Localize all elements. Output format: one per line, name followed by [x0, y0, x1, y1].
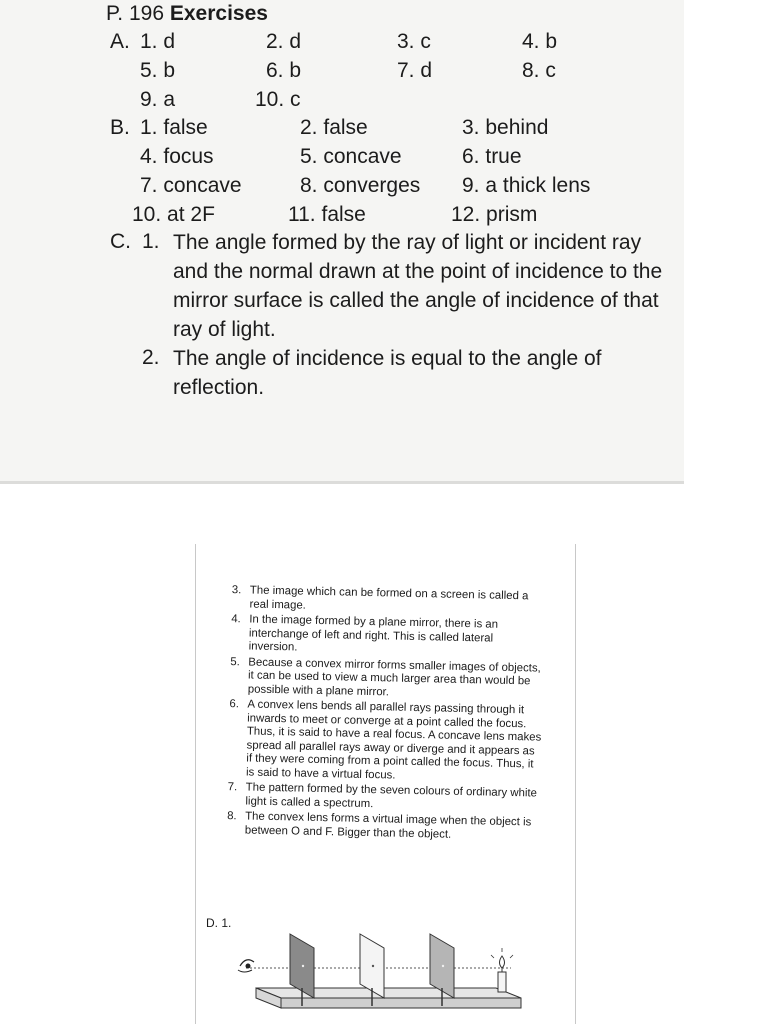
b-item-3: 3. behind — [462, 116, 549, 139]
bottom-answer-page — [195, 544, 576, 1024]
a-item-4: 4. b — [522, 30, 558, 53]
list-item: 3. The image which can be formed on a screen is called a real image. — [231, 584, 529, 612]
optics-bench-diagram — [226, 926, 526, 1024]
c-item-1-text: The angle formed by the ray of light or incident ray and the normal drawn at the point of incidence to the mirror surface is called the angle of incidence of that ray of light. — [173, 231, 663, 341]
a-item-5: 5. b — [140, 59, 176, 82]
b-item-4: 4. focus — [140, 145, 214, 168]
a-item-6: 6. b — [266, 59, 302, 82]
section-d-label: D. 1. — [206, 916, 232, 930]
b-item-9: 9. a thick lens — [462, 174, 591, 197]
list-item: 7. The pattern formed by the seven colours of ordinary white light is called a spectrum. — [227, 781, 538, 810]
list-item: 5. Because a convex mirror forms smaller images of objects, it can be used to view a much larger area than would be possible with a plane mirror. — [230, 655, 541, 698]
section-b-label: B. — [110, 116, 130, 139]
bench-top — [256, 988, 521, 998]
eye-icon — [238, 960, 254, 972]
b-item-2: 2. false — [300, 116, 368, 139]
b-item-12: 12. prism — [451, 203, 538, 226]
a-item-7: 7. d — [397, 59, 433, 82]
candle-icon — [491, 948, 513, 992]
b-item-1: 1. false — [140, 116, 208, 139]
b-item-7: 7. concave — [140, 174, 242, 197]
list-item: 6. A convex lens bends all parallel rays passing through it inwards to meet or converge at a point called the focus. Thus, it is said to have a real focus. A concave lens makes spread all parallel rays away or diverge and it appears as if they were coming from a point called the focus. Thus, it is said to have a virtual focus. — [229, 698, 542, 782]
bench-front — [281, 998, 521, 1008]
c-item-2-number: 2. — [142, 346, 160, 369]
a-item-8: 8. c — [522, 59, 556, 82]
list-item: 4. In the image formed by a plane mirror, there is an interchange of left and right. This is called lateral inversion. — [231, 613, 499, 654]
a-item-10: 10. c — [255, 88, 301, 111]
page-heading — [106, 2, 268, 26]
section-a-label: A. — [110, 30, 130, 53]
top-answer-page — [0, 0, 684, 484]
a-item-3: 3. c — [397, 30, 431, 53]
page-reference: P. 196 — [106, 2, 165, 25]
heading-title: Exercises — [169, 2, 268, 25]
c-item-1-number: 1. — [142, 230, 160, 253]
b-item-5: 5. concave — [300, 145, 402, 168]
a-item-9: 9. a — [140, 88, 176, 111]
list-item: 8. The convex lens forms a virtual image when the object is between O and F. Bigger than the object. — [227, 810, 532, 841]
c-item-2-text: The angle of incidence is equal to the angle of reflection. — [173, 347, 602, 399]
b-item-6: 6. true — [462, 145, 522, 168]
a-item-2: 2. d — [266, 30, 302, 53]
b-item-10: 10. at 2F — [132, 203, 215, 226]
section-c-label: C. — [110, 230, 131, 253]
answer-list — [221, 584, 546, 846]
b-item-11: 11. false — [288, 203, 366, 226]
b-item-8: 8. converges — [300, 174, 421, 197]
a-item-1: 1. d — [140, 30, 176, 53]
